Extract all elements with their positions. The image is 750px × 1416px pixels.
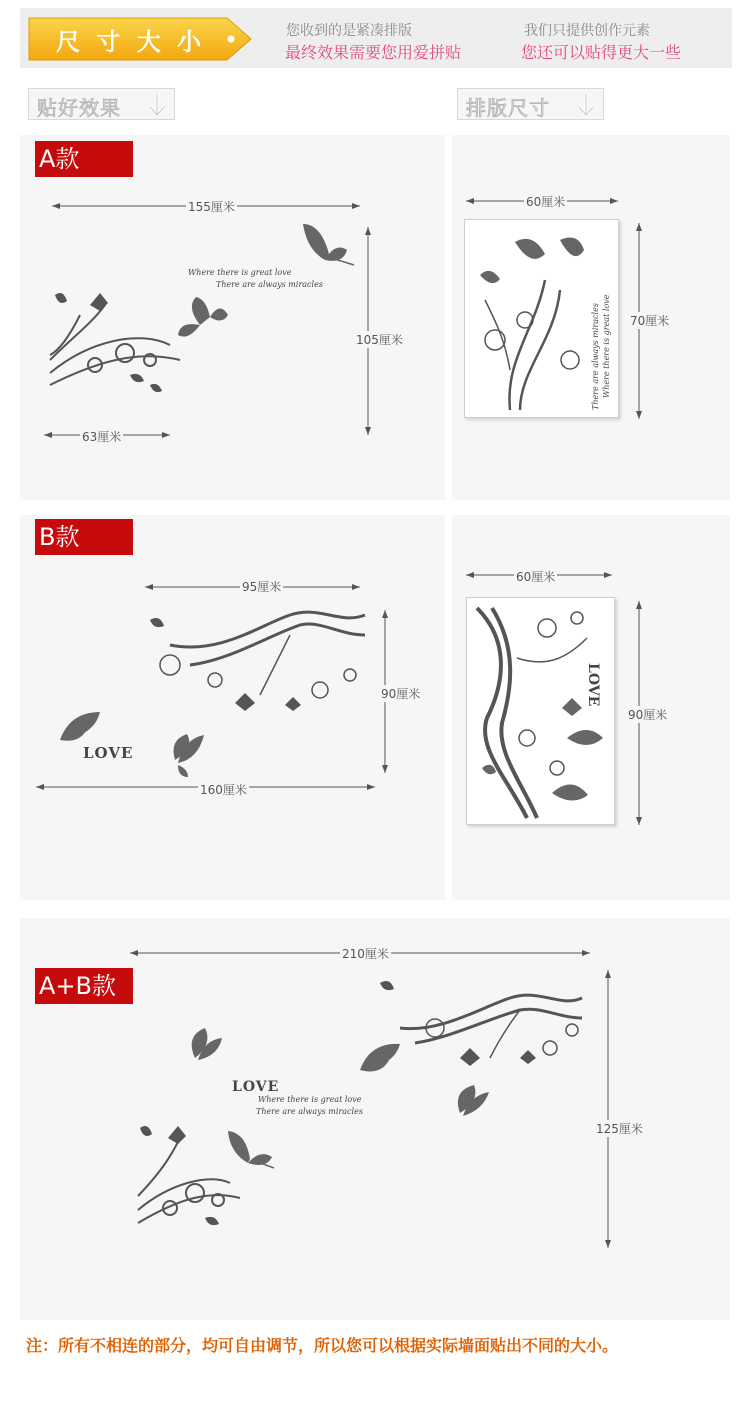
layout-section-tag — [457, 88, 604, 120]
layout-section-label: 排版尺寸 — [466, 96, 550, 120]
butterfly-icon — [192, 1028, 222, 1060]
style-ab-label: A+B款 — [35, 968, 133, 1004]
style-b-sheet-width: 60厘米 — [516, 570, 556, 584]
style-b-height-total: 90厘米 — [381, 687, 421, 701]
style-a-label: A款 — [35, 141, 133, 177]
butterfly-icon — [60, 712, 100, 741]
effect-section-label: 贴好效果 — [37, 96, 121, 120]
butterfly-icon — [178, 297, 228, 337]
style-ab-drawing — [20, 918, 730, 1320]
page-title: 尺 寸 大 小 — [56, 28, 206, 56]
style-ab-love-text: LOVE — [232, 1079, 280, 1095]
butterfly-icon — [360, 1044, 400, 1072]
style-b-sheet-love-text: LOVE — [585, 663, 601, 707]
notice-left-line2: 最终效果需要您用爱拼贴 — [285, 43, 462, 62]
style-a-sheet-quote-line1: There are always miracles — [591, 303, 600, 410]
style-a-sheet-quote-line2: Where there is great love — [602, 294, 611, 398]
style-ab-quote-line1: Where there is great love — [258, 1095, 362, 1104]
butterfly-icon — [458, 1085, 489, 1116]
style-b-width-total: 160厘米 — [200, 783, 247, 797]
style-b-sheet-art — [467, 598, 614, 824]
style-ab-height-total: 125厘米 — [596, 1122, 643, 1136]
style-a-width-part: 63厘米 — [82, 430, 122, 444]
style-a-sheet-width: 60厘米 — [526, 195, 566, 209]
notice-left-line1: 您收到的是紧凑排版 — [286, 23, 412, 39]
style-b-width-top: 95厘米 — [242, 580, 282, 594]
style-a-sheet-height: 70厘米 — [630, 314, 670, 328]
style-a-effect-drawing — [20, 135, 445, 500]
style-a-quote-line2: There are always miracles — [216, 280, 323, 289]
arrow-down-icon — [146, 92, 168, 118]
style-b-effect-drawing — [20, 515, 445, 900]
butterfly-icon — [228, 1131, 274, 1168]
style-ab-width-total: 210厘米 — [342, 947, 389, 961]
style-a-quote-line1: Where there is great love — [188, 268, 292, 277]
style-a-sheet — [464, 219, 619, 418]
style-ab-quote-line2: There are always miracles — [256, 1107, 363, 1116]
butterfly-icon — [174, 734, 205, 777]
style-b-label: B款 — [35, 519, 133, 555]
style-a-sheet-art — [465, 220, 618, 417]
notice-right-line2: 您还可以贴得更大一些 — [521, 43, 682, 62]
butterfly-icon — [303, 224, 354, 265]
style-b-sheet-height: 90厘米 — [628, 708, 668, 722]
style-b-sheet — [466, 597, 615, 825]
style-b-love-text: LOVE — [83, 744, 134, 762]
style-a-height-total: 105厘米 — [356, 333, 403, 347]
footer-note: 注：所有不相连的部分，均可自由调节，所以您可以根据实际墙面贴出不同的大小。 — [26, 1336, 619, 1355]
arrow-down-icon — [575, 92, 597, 118]
effect-section-tag — [28, 88, 175, 120]
notice-right-line1: 我们只提供创作元素 — [524, 23, 650, 39]
style-a-width-total: 155厘米 — [188, 200, 235, 214]
